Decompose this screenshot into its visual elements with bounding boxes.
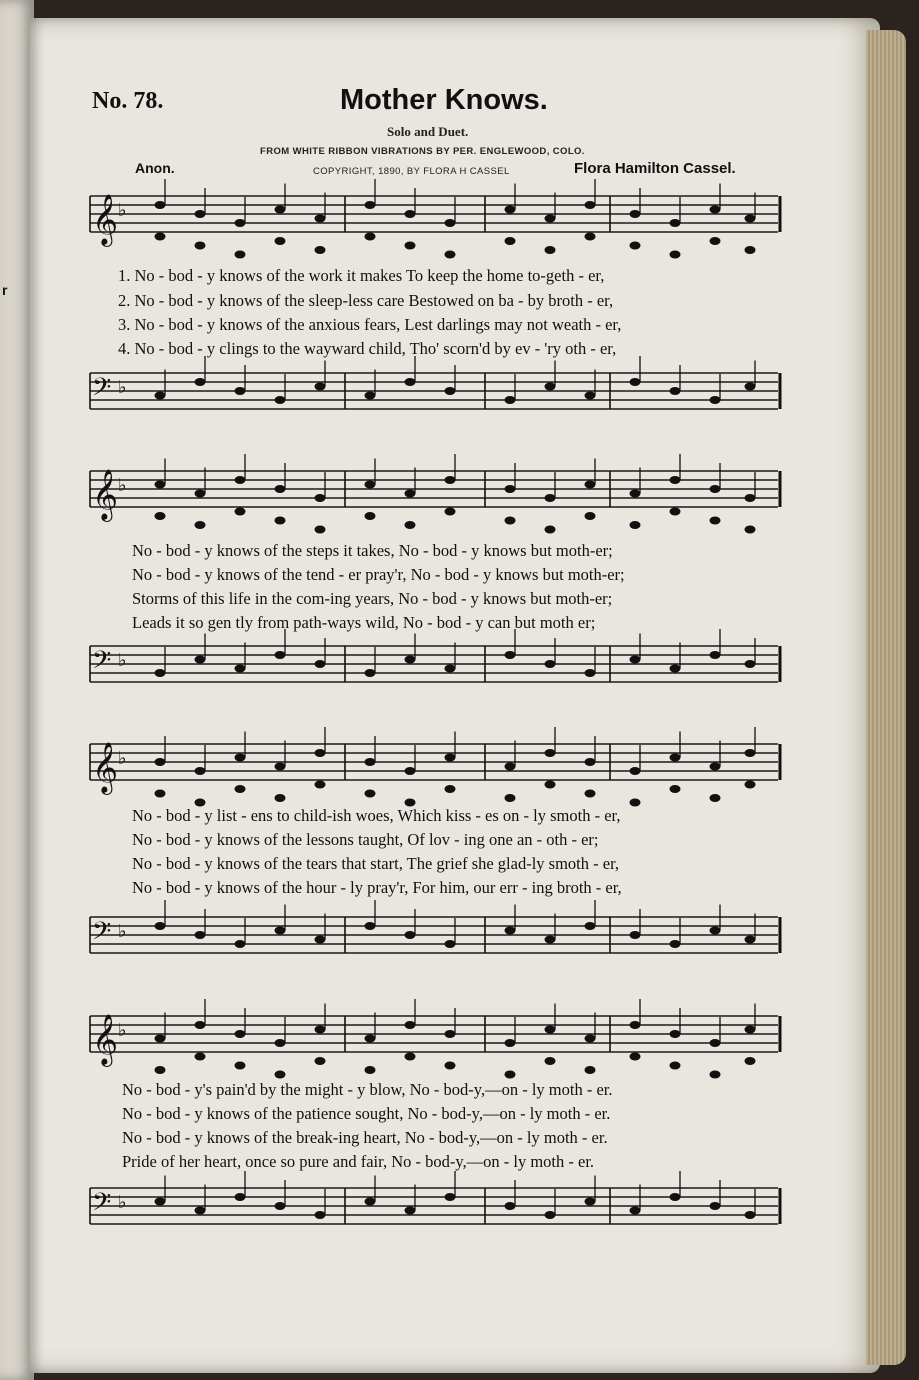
lyric-line: No - bod - y knows of the tears that start, The grief she glad-ly smoth - er,	[132, 854, 620, 873]
note-head	[195, 378, 206, 386]
treble-staff-3	[90, 736, 780, 806]
note-head	[505, 517, 516, 525]
note-head	[275, 396, 286, 404]
note-head	[670, 219, 681, 227]
facing-page-letter: r	[2, 282, 8, 298]
note-head	[670, 1193, 681, 1201]
flat-icon: ♭	[118, 377, 127, 398]
note-head	[315, 1211, 326, 1219]
note-head	[235, 754, 246, 762]
note-head	[505, 237, 516, 245]
note-head	[315, 215, 326, 223]
note-head	[405, 521, 416, 529]
note-head	[670, 508, 681, 516]
note-head	[745, 383, 756, 391]
note-head	[505, 1071, 516, 1079]
bass-clef-icon: 𝄢	[92, 1188, 112, 1223]
bass-clef-icon: 𝄢	[92, 646, 112, 681]
note-head	[155, 922, 166, 930]
lyric-line: No - bod - y knows of the tend - er pray'r, No - bod - y knows but moth-er;	[132, 565, 625, 584]
note-head	[745, 1057, 756, 1065]
note-head	[365, 233, 376, 241]
note-head	[745, 749, 756, 757]
note-head	[195, 767, 206, 775]
note-head	[630, 656, 641, 664]
lyric-line: 2. No - bod - y knows of the sleep-less care Bestowed on ba - by broth - er,	[118, 291, 614, 310]
note-head	[710, 396, 721, 404]
note-head	[275, 206, 286, 214]
flat-icon: ♭	[118, 200, 127, 221]
note-head	[710, 1071, 721, 1079]
copyright-line: COPYRIGHT, 1890, BY FLORA H CASSEL	[313, 166, 510, 177]
note-head	[670, 476, 681, 484]
note-head	[545, 526, 556, 534]
note-head	[275, 517, 286, 525]
note-head	[315, 781, 326, 789]
lyric-line: No - bod - y knows of the patience sought, No - bod-y,—on - ly moth - er.	[122, 1104, 611, 1123]
bass-clef-icon: 𝄢	[92, 917, 112, 952]
note-head	[630, 378, 641, 386]
note-head	[315, 526, 326, 534]
hymn-title: Mother Knows.	[340, 84, 548, 116]
note-head	[585, 922, 596, 930]
note-head	[585, 481, 596, 489]
note-head	[275, 1039, 286, 1047]
note-head	[235, 665, 246, 673]
note-head	[670, 754, 681, 762]
page-stack-edge	[866, 30, 906, 1365]
note-head	[670, 785, 681, 793]
hymn-number: No. 78.	[92, 88, 164, 114]
note-head	[745, 215, 756, 223]
note-head	[585, 669, 596, 677]
note-head	[545, 494, 556, 502]
note-head	[630, 1053, 641, 1061]
flat-icon: ♭	[118, 1192, 127, 1213]
note-head	[365, 201, 376, 209]
note-head	[445, 508, 456, 516]
note-head	[155, 201, 166, 209]
lyric-line: Storms of this life in the com-ing years, No - bod - y knows but moth-er;	[132, 589, 613, 608]
note-head	[315, 1057, 326, 1065]
note-head	[710, 206, 721, 214]
note-head	[365, 1198, 376, 1206]
note-head	[710, 517, 721, 525]
composer: Anon.	[135, 160, 175, 176]
note-head	[235, 785, 246, 793]
note-head	[630, 242, 641, 250]
note-head	[545, 1057, 556, 1065]
note-head	[585, 758, 596, 766]
note-head	[275, 794, 286, 802]
note-head	[315, 1026, 326, 1034]
note-head	[315, 246, 326, 254]
note-head	[670, 251, 681, 259]
note-head	[315, 749, 326, 757]
note-head	[405, 378, 416, 386]
note-head	[745, 936, 756, 944]
lyric-line: 4. No - bod - y clings to the wayward child, Tho' scorn'd by ev - 'ry oth - er,	[118, 339, 617, 358]
lyric-line: 3. No - bod - y knows of the anxious fears, Lest darlings may not weath - er,	[118, 315, 622, 334]
bass-clef-icon: 𝄢	[92, 373, 112, 408]
note-head	[585, 201, 596, 209]
note-head	[195, 521, 206, 529]
note-head	[155, 758, 166, 766]
flat-icon: ♭	[118, 475, 127, 496]
note-head	[445, 1193, 456, 1201]
note-head	[745, 1211, 756, 1219]
note-head	[710, 1039, 721, 1047]
note-head	[445, 219, 456, 227]
note-head	[445, 940, 456, 948]
note-head	[505, 485, 516, 493]
lyric-line: No - bod - y knows of the steps it takes, No - bod - y knows but moth-er;	[132, 541, 613, 560]
note-head	[405, 656, 416, 664]
treble-staff-1	[90, 188, 780, 258]
bass-staff-2	[90, 638, 780, 708]
lyric-line: 1. No - bod - y knows of the work it makes To keep the home to-geth - er,	[118, 266, 605, 285]
facing-page-edge	[0, 0, 34, 1380]
note-head	[195, 931, 206, 939]
note-head	[155, 512, 166, 520]
note-head	[445, 251, 456, 259]
note-head	[630, 767, 641, 775]
note-head	[235, 1062, 246, 1070]
note-head	[445, 1062, 456, 1070]
note-head	[505, 651, 516, 659]
bass-staff-3	[90, 909, 780, 979]
note-head	[670, 387, 681, 395]
note-head	[630, 931, 641, 939]
note-head	[315, 936, 326, 944]
note-head	[155, 669, 166, 677]
note-head	[630, 1207, 641, 1215]
note-head	[585, 790, 596, 798]
note-head	[235, 476, 246, 484]
note-head	[275, 485, 286, 493]
note-head	[710, 763, 721, 771]
note-head	[630, 210, 641, 218]
note-head	[670, 1030, 681, 1038]
note-head	[445, 387, 456, 395]
lyric-line: No - bod - y's pain'd by the might - y blow, No - bod-y,—on - ly moth - er.	[122, 1080, 613, 1099]
note-head	[275, 1202, 286, 1210]
note-head	[155, 790, 166, 798]
note-head	[505, 1039, 516, 1047]
note-head	[275, 763, 286, 771]
note-head	[445, 754, 456, 762]
note-head	[585, 1066, 596, 1074]
note-head	[745, 660, 756, 668]
note-head	[195, 1053, 206, 1061]
note-head	[235, 940, 246, 948]
lyric-line: No - bod - y knows of the break-ing heart, No - bod-y,—on - ly moth - er.	[122, 1128, 608, 1147]
note-head	[365, 1066, 376, 1074]
note-head	[235, 387, 246, 395]
treble-staff-4	[90, 1008, 780, 1078]
note-head	[545, 660, 556, 668]
note-head	[155, 1066, 166, 1074]
note-head	[505, 927, 516, 935]
note-head	[155, 1198, 166, 1206]
flat-icon: ♭	[118, 1020, 127, 1041]
note-head	[235, 1193, 246, 1201]
note-head	[155, 392, 166, 400]
note-head	[710, 237, 721, 245]
note-head	[745, 494, 756, 502]
note-head	[195, 1021, 206, 1029]
note-head	[445, 665, 456, 673]
note-head	[585, 512, 596, 520]
note-head	[235, 508, 246, 516]
note-head	[745, 526, 756, 534]
note-head	[155, 481, 166, 489]
note-head	[710, 794, 721, 802]
note-head	[195, 242, 206, 250]
note-head	[365, 790, 376, 798]
note-head	[505, 396, 516, 404]
note-head	[365, 481, 376, 489]
note-head	[405, 242, 416, 250]
note-head	[505, 206, 516, 214]
lyric-line: Leads it so gen tly from path-ways wild, No - bod - y can but moth er;	[132, 613, 596, 632]
note-head	[445, 1030, 456, 1038]
note-head	[630, 1021, 641, 1029]
note-head	[275, 651, 286, 659]
note-head	[235, 251, 246, 259]
note-head	[585, 1035, 596, 1043]
note-head	[405, 1021, 416, 1029]
hymn-subtitle: Solo and Duet.	[387, 124, 469, 139]
note-head	[275, 237, 286, 245]
note-head	[630, 799, 641, 807]
note-head	[585, 1198, 596, 1206]
note-head	[275, 1071, 286, 1079]
note-head	[445, 476, 456, 484]
note-head	[545, 781, 556, 789]
note-head	[585, 233, 596, 241]
note-head	[405, 210, 416, 218]
treble-clef-icon: 𝄞	[92, 1014, 119, 1065]
note-head	[745, 1026, 756, 1034]
note-head	[745, 246, 756, 254]
note-head	[405, 931, 416, 939]
note-head	[365, 1035, 376, 1043]
note-head	[545, 383, 556, 391]
note-head	[155, 1035, 166, 1043]
note-head	[545, 215, 556, 223]
note-head	[505, 763, 516, 771]
note-head	[505, 1202, 516, 1210]
note-head	[235, 1030, 246, 1038]
note-head	[585, 392, 596, 400]
lyric-line: No - bod - y knows of the hour - ly pray'r, For him, our err - ing broth - er,	[132, 878, 622, 897]
note-head	[195, 656, 206, 664]
note-head	[315, 494, 326, 502]
note-head	[195, 210, 206, 218]
note-head	[710, 485, 721, 493]
note-head	[315, 660, 326, 668]
bass-staff-1	[90, 365, 780, 435]
lyricist: Flora Hamilton Cassel.	[574, 160, 736, 177]
note-head	[155, 233, 166, 241]
note-head	[710, 651, 721, 659]
note-head	[365, 758, 376, 766]
note-head	[365, 392, 376, 400]
note-head	[505, 794, 516, 802]
note-head	[275, 927, 286, 935]
lyric-line: No - bod - y knows of the lessons taught, Of lov - ing one an - oth - er;	[132, 830, 599, 849]
note-head	[445, 785, 456, 793]
note-head	[235, 219, 246, 227]
note-head	[365, 922, 376, 930]
note-head	[745, 781, 756, 789]
note-head	[545, 246, 556, 254]
note-head	[670, 940, 681, 948]
note-head	[405, 490, 416, 498]
hymn-source: FROM WHITE RIBBON VIBRATIONS BY PER. ENGLEWOOD, COLO.	[260, 146, 585, 157]
note-head	[405, 1207, 416, 1215]
note-head	[710, 927, 721, 935]
note-head	[545, 936, 556, 944]
note-head	[670, 1062, 681, 1070]
note-head	[405, 767, 416, 775]
note-head	[365, 512, 376, 520]
note-head	[315, 383, 326, 391]
lyric-line: Pride of her heart, once so pure and fair, No - bod-y,—on - ly moth - er.	[122, 1152, 595, 1171]
note-head	[630, 490, 641, 498]
note-head	[670, 665, 681, 673]
flat-icon: ♭	[118, 748, 127, 769]
flat-icon: ♭	[118, 921, 127, 942]
note-head	[405, 1053, 416, 1061]
lyric-line: No - bod - y list - ens to child-ish woes, Which kiss - es on - ly smoth - er,	[132, 806, 621, 825]
note-head	[545, 1026, 556, 1034]
note-head	[710, 1202, 721, 1210]
treble-clef-icon: 𝄞	[92, 469, 119, 520]
note-head	[630, 521, 641, 529]
note-head	[195, 490, 206, 498]
treble-clef-icon: 𝄞	[92, 194, 119, 245]
note-head	[195, 1207, 206, 1215]
note-head	[545, 1211, 556, 1219]
note-head	[365, 669, 376, 677]
flat-icon: ♭	[118, 650, 127, 671]
treble-staff-2	[90, 463, 780, 533]
treble-clef-icon: 𝄞	[92, 742, 119, 793]
bass-staff-4	[90, 1180, 780, 1250]
note-head	[545, 749, 556, 757]
